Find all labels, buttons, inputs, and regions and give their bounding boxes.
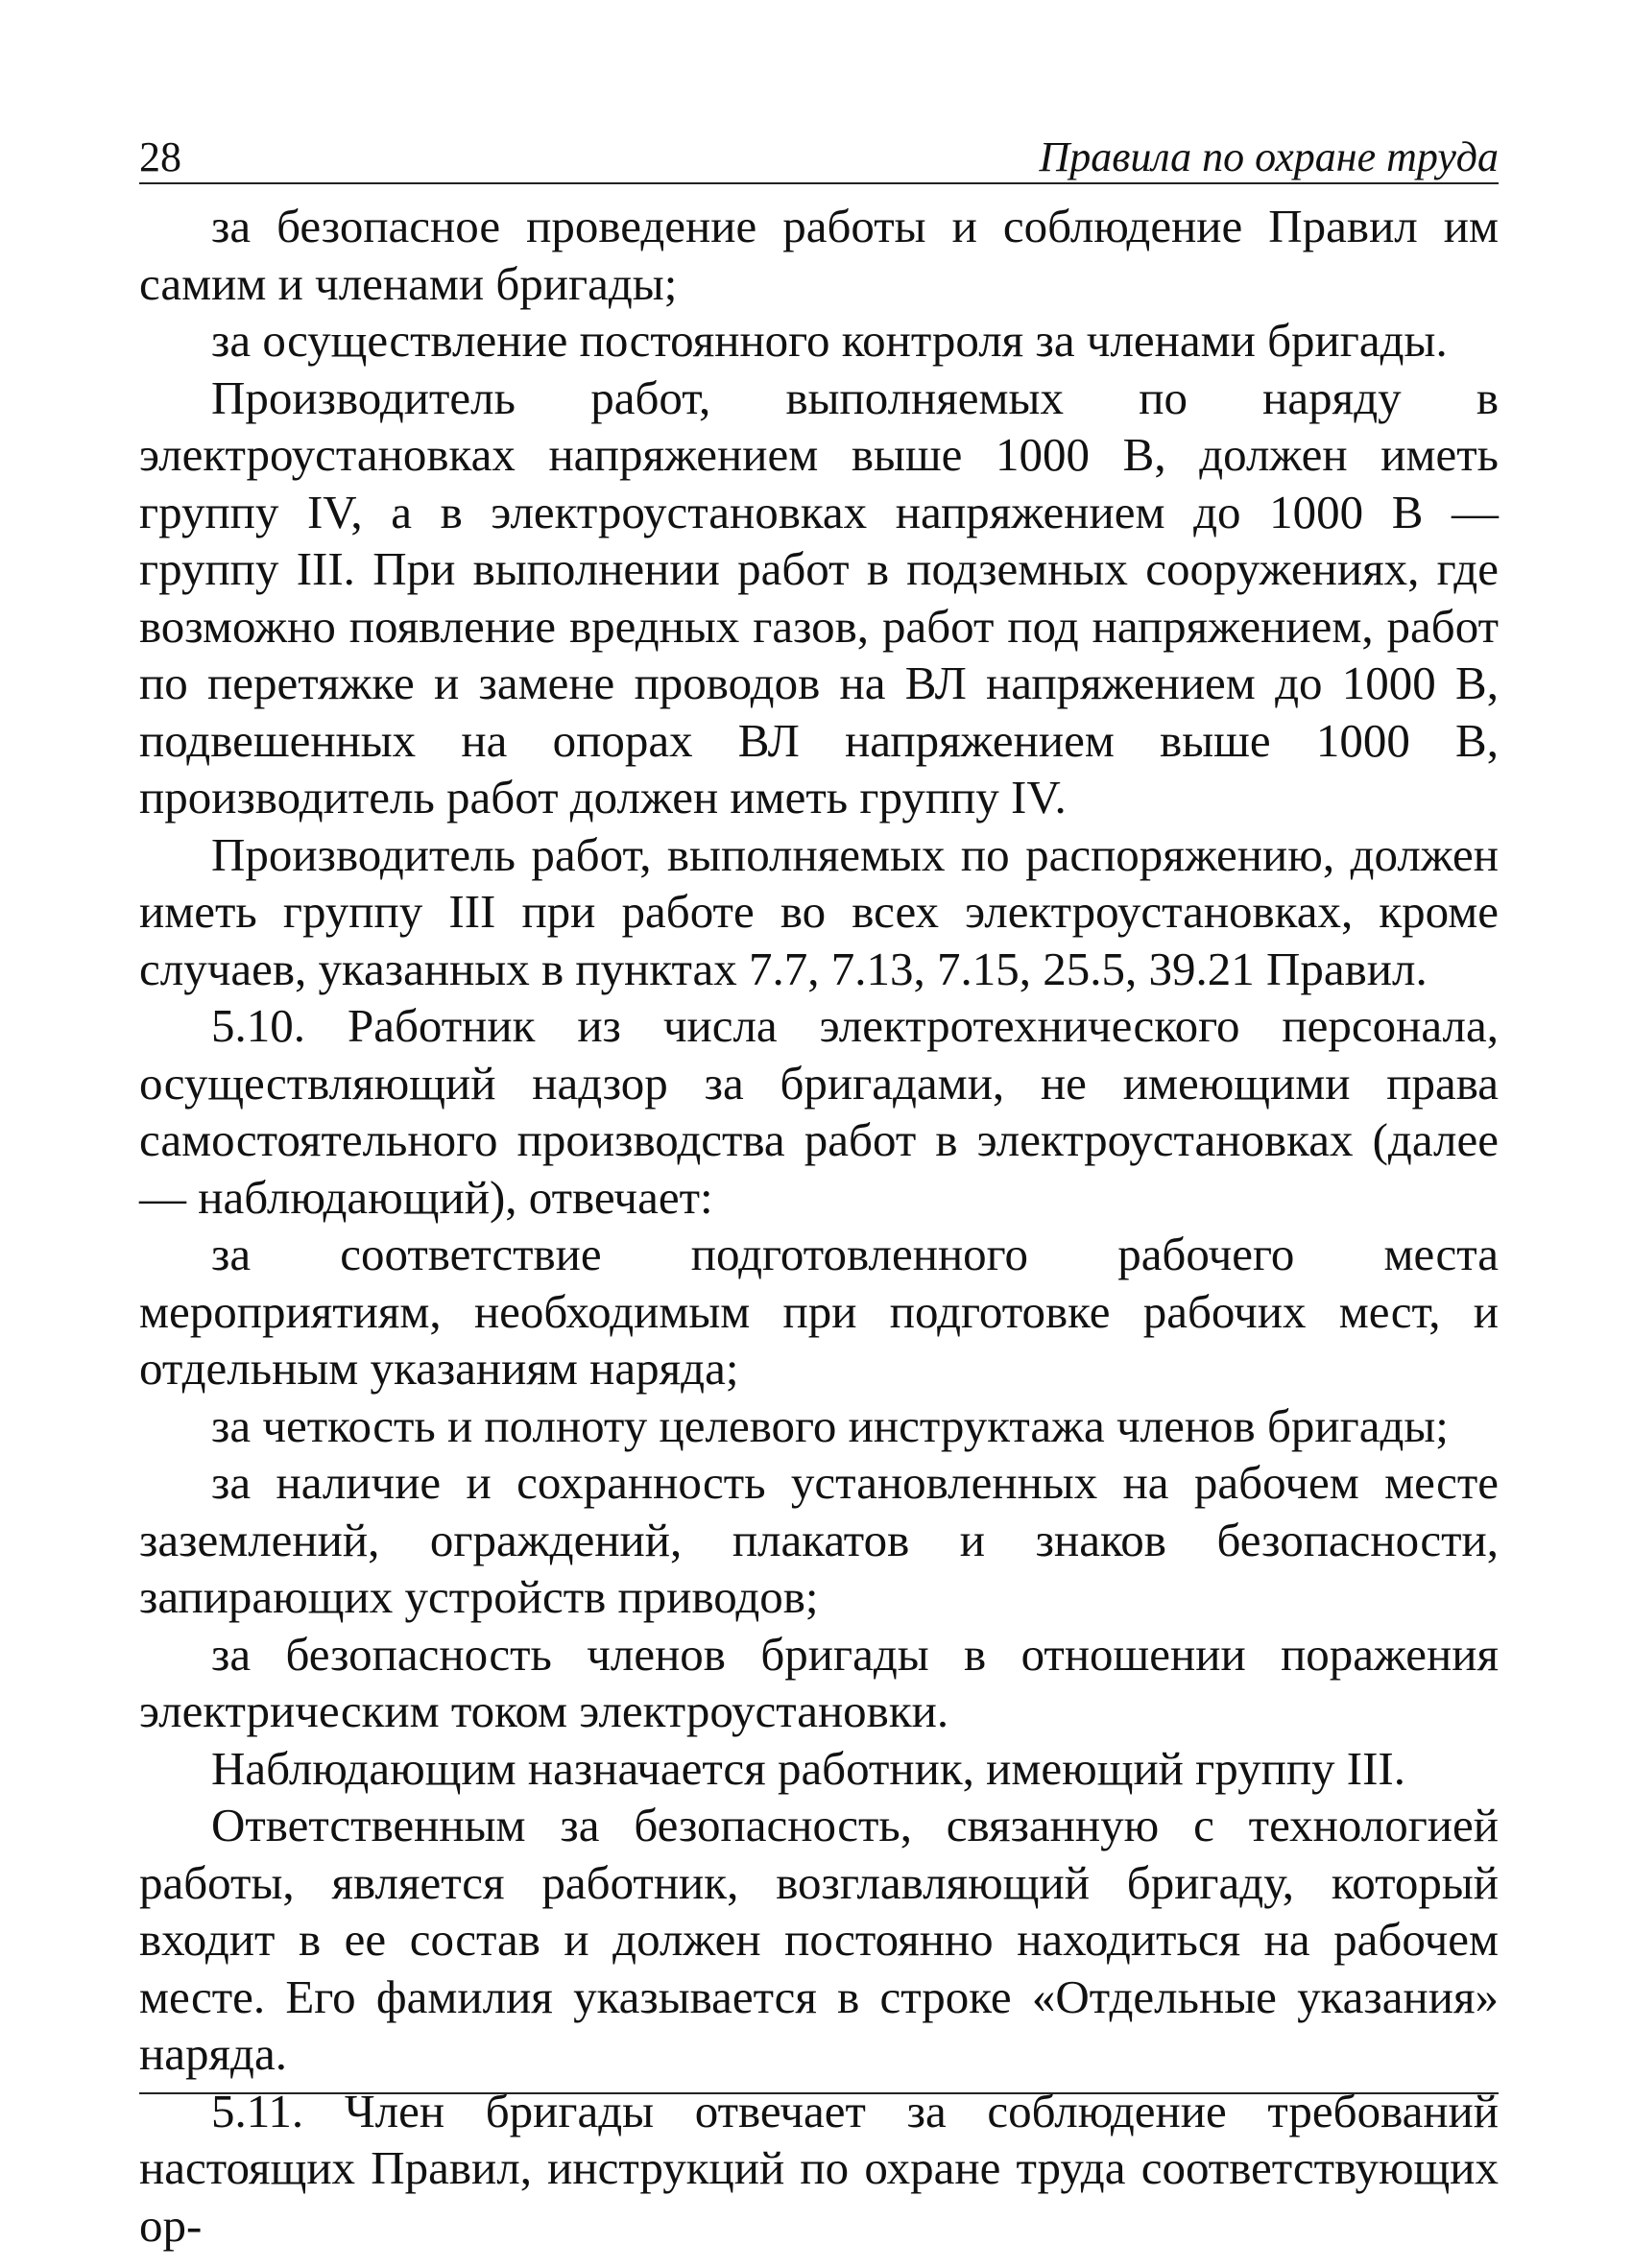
page-number: 28	[139, 133, 181, 180]
paragraph: 5.10. Работник из числа электротехнического персонала, осуществляющий надзор за бригадами, не имеющими права самостоятельного производства работ в электроустановках (далее — наблюдающий), отвечает:	[139, 999, 1499, 1224]
paragraph: Производитель работ, выполняемых по распоряжению, должен иметь группу III при работе во всех электроустановках, кроме случаев, указанных в пунктах 7.7, 7.13, 7.15, 25.5, 39.21 Правил.	[139, 827, 1499, 995]
paragraph: Наблюдающим назначается работник, имеющий группу III.	[211, 1741, 1405, 1795]
running-title: Правила по охране труда	[1039, 133, 1499, 180]
paragraph: за наличие и сохранность установленных на рабочем месте заземлений, ограждений, плакатов и знаков безопасности, запирающих устройств приводов;	[139, 1456, 1499, 1623]
paragraph: 5.11. Член бригады отвечает за соблюдение требований настоящих Правил, инструкций по охране труда соответствующих ор-	[139, 2084, 1499, 2252]
paragraph: за безопасность членов бригады в отношении поражения электрическим током электроустановки.	[139, 1627, 1499, 1737]
paragraph: за безопасное проведение работы и соблюдение Правил им самим и членами бригады;	[139, 200, 1499, 310]
paragraph: за осуществление постоянного контроля за членами бригады.	[211, 314, 1448, 367]
paragraph: за соответствие подготовленного рабочего места мероприятиям, необходимым при подготовке рабочих мест, и отдельным указаниям наряда;	[139, 1228, 1499, 1395]
paragraph: за четкость и полноту целевого инструктажа членов бригады;	[211, 1398, 1449, 1452]
body-text	[139, 198, 1499, 2254]
running-header	[139, 115, 1499, 184]
paragraph: Ответственным за безопасность, связанную с технологией работы, является работник, возглавляющий бригаду, который входит в ее состав и должен постоянно находиться на рабочем месте. Его фамилия указывается в строке «Отдельные указания» наряда.	[139, 1799, 1499, 2080]
footer-rule	[139, 2092, 1499, 2094]
paragraph: Производитель работ, выполняемых по наряду в электроустановках напряжением выше 1000 В, должен иметь группу IV, а в электроустановках напряжением до 1000 В — группу III. При выполнении работ в подземных сооружениях, где возможно появление вредных газов, работ под напряжением, работ по перетяжке и замене проводов на ВЛ напряжением до 1000 В, подвешенных на опорах ВЛ напряжением выше 1000 В, производитель работ должен иметь группу IV.	[139, 370, 1499, 824]
document-page	[139, 115, 1499, 2254]
